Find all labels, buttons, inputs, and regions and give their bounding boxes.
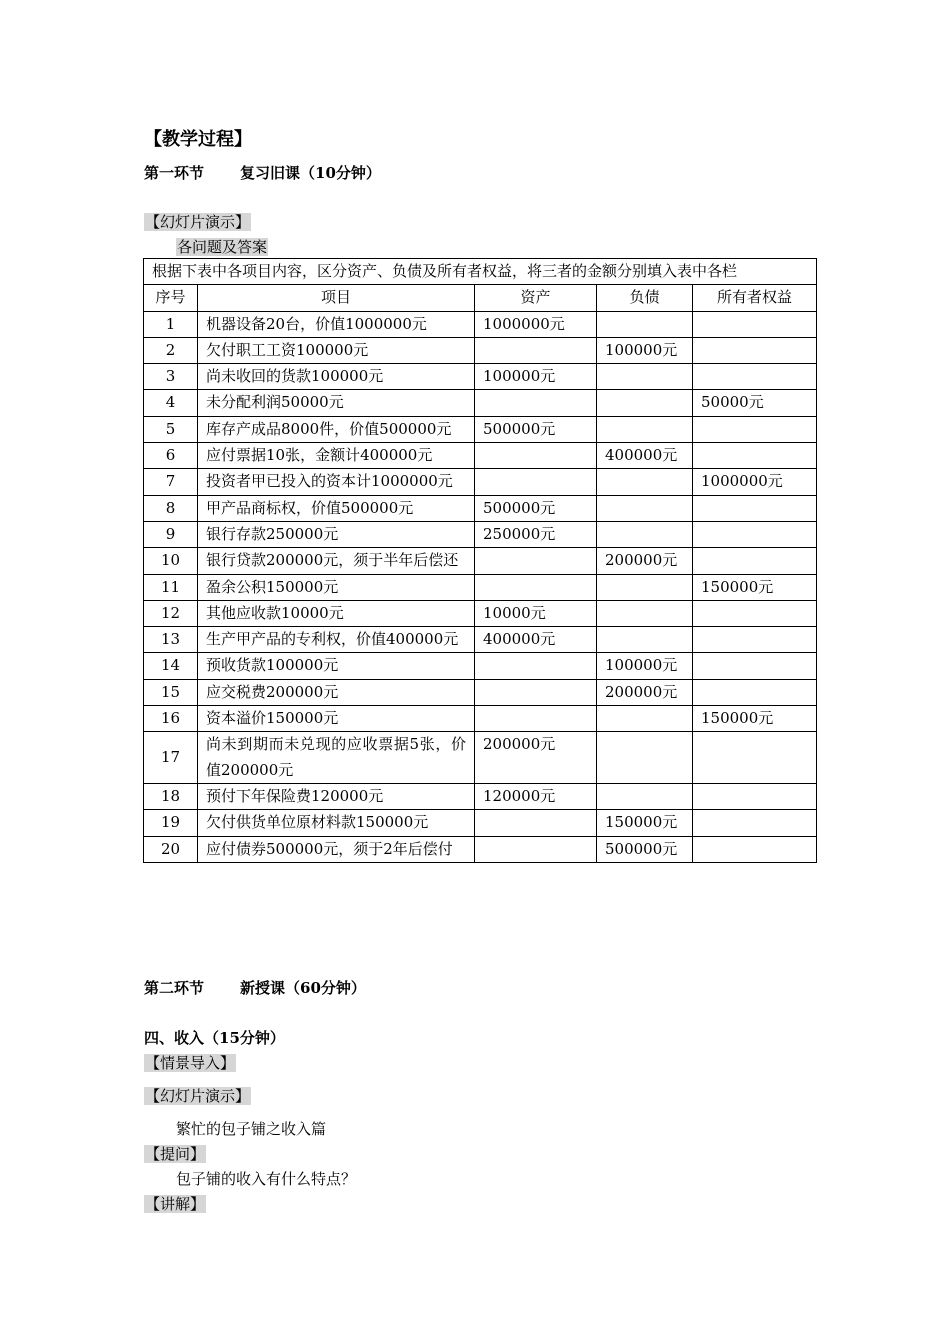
- cell-asset: [475, 548, 597, 574]
- cell-item: 盈余公积150000元: [198, 574, 475, 600]
- cell-no: 9: [144, 521, 198, 547]
- table-header-row: [144, 285, 817, 311]
- section1-title: 复习旧课（10分钟）: [240, 164, 381, 182]
- table-row: [144, 495, 817, 521]
- table-row: [144, 337, 817, 363]
- cell-no: 7: [144, 469, 198, 495]
- section2-heading: [144, 977, 366, 998]
- cell-asset: 1000000元: [475, 311, 597, 337]
- cell-liability: 100000元: [597, 653, 693, 679]
- cell-equity: [693, 443, 817, 469]
- cell-asset: 200000元: [475, 732, 597, 784]
- cell-item: 欠付职工工资100000元: [198, 337, 475, 363]
- cell-liability: [597, 469, 693, 495]
- table-row: [144, 364, 817, 390]
- cell-asset: 500000元: [475, 416, 597, 442]
- cell-item: 预付下年保险费120000元: [198, 783, 475, 809]
- cell-item: 资本溢价150000元: [198, 706, 475, 732]
- cell-liability: 100000元: [597, 337, 693, 363]
- cell-asset: 400000元: [475, 627, 597, 653]
- cell-no: 20: [144, 836, 198, 862]
- table-row: [144, 311, 817, 337]
- explain-tag: 【讲解】: [145, 1195, 206, 1213]
- table-row: [144, 653, 817, 679]
- question-tag: 【提问】: [145, 1145, 206, 1163]
- cell-asset: [475, 390, 597, 416]
- table-row: [144, 679, 817, 705]
- cell-asset: [475, 574, 597, 600]
- table-row: [144, 443, 817, 469]
- cell-liability: [597, 706, 693, 732]
- table-row: [144, 810, 817, 836]
- cell-no: 5: [144, 416, 198, 442]
- cell-item: 应付债券500000元，须于2年后偿付: [198, 836, 475, 862]
- table-row: [144, 521, 817, 547]
- table-row: [144, 706, 817, 732]
- cell-asset: 250000元: [475, 521, 597, 547]
- cell-liability: [597, 783, 693, 809]
- cell-item: 银行贷款200000元，须于半年后偿还: [198, 548, 475, 574]
- section1-label: 第一环节: [144, 164, 205, 182]
- cell-item: 预收货款100000元: [198, 653, 475, 679]
- cell-equity: [693, 653, 817, 679]
- cell-equity: [693, 783, 817, 809]
- cell-equity: [693, 521, 817, 547]
- slide-tag-1: 【幻灯片演示】: [145, 213, 251, 231]
- cell-asset: 10000元: [475, 600, 597, 626]
- cell-liability: 400000元: [597, 443, 693, 469]
- cell-liability: 200000元: [597, 679, 693, 705]
- header-no: 序号: [144, 285, 198, 311]
- cell-asset: [475, 443, 597, 469]
- cell-item: 欠付供货单位原材料款150000元: [198, 810, 475, 836]
- cell-no: 3: [144, 364, 198, 390]
- section2-title: 新授课（60分钟）: [240, 979, 366, 997]
- cell-liability: [597, 732, 693, 784]
- questions-label: 各问题及答案: [177, 238, 268, 256]
- cell-liability: [597, 600, 693, 626]
- cell-liability: [597, 495, 693, 521]
- cell-asset: [475, 337, 597, 363]
- cell-item: 投资者甲已投入的资本计1000000元: [198, 469, 475, 495]
- table-caption-row: [144, 259, 817, 285]
- table-row: [144, 836, 817, 862]
- cell-liability: 500000元: [597, 836, 693, 862]
- cell-item: 尚未到期而未兑现的应收票据5张，价值200000元: [198, 732, 475, 784]
- cell-no: 18: [144, 783, 198, 809]
- cell-no: 6: [144, 443, 198, 469]
- cell-liability: [597, 574, 693, 600]
- cell-equity: 150000元: [693, 706, 817, 732]
- cell-equity: [693, 732, 817, 784]
- cell-equity: [693, 548, 817, 574]
- table-row: [144, 627, 817, 653]
- cell-liability: [597, 416, 693, 442]
- cell-liability: 150000元: [597, 810, 693, 836]
- cell-no: 4: [144, 390, 198, 416]
- cell-no: 13: [144, 627, 198, 653]
- header-item: 项目: [198, 285, 475, 311]
- cell-no: 2: [144, 337, 198, 363]
- cell-equity: [693, 810, 817, 836]
- cell-item: 未分配利润50000元: [198, 390, 475, 416]
- cell-liability: [597, 521, 693, 547]
- cell-equity: [693, 679, 817, 705]
- scene-tag: 【情景导入】: [145, 1054, 236, 1072]
- table-row: [144, 783, 817, 809]
- table-row: [144, 732, 817, 784]
- cell-item: 甲产品商标权，价值500000元: [198, 495, 475, 521]
- classification-table: [143, 258, 817, 863]
- cell-no: 15: [144, 679, 198, 705]
- cell-no: 17: [144, 732, 198, 784]
- cell-asset: [475, 836, 597, 862]
- cell-item: 尚未收回的货款100000元: [198, 364, 475, 390]
- cell-item: 应交税费200000元: [198, 679, 475, 705]
- cell-no: 14: [144, 653, 198, 679]
- cell-item: 其他应收款10000元: [198, 600, 475, 626]
- table-row: [144, 390, 817, 416]
- cell-no: 8: [144, 495, 198, 521]
- table-row: [144, 416, 817, 442]
- cell-no: 16: [144, 706, 198, 732]
- page-heading: 【教学过程】: [144, 129, 252, 150]
- cell-liability: [597, 311, 693, 337]
- cell-asset: [475, 679, 597, 705]
- question-text: 包子铺的收入有什么特点？: [176, 1170, 357, 1188]
- table-row: [144, 600, 817, 626]
- cell-equity: [693, 836, 817, 862]
- cell-equity: [693, 416, 817, 442]
- cell-asset: 120000元: [475, 783, 597, 809]
- cell-no: 19: [144, 810, 198, 836]
- cell-liability: [597, 364, 693, 390]
- cell-no: 12: [144, 600, 198, 626]
- cell-item: 库存产成品8000件，价值500000元: [198, 416, 475, 442]
- cell-equity: [693, 337, 817, 363]
- cell-asset: 500000元: [475, 495, 597, 521]
- section2-label: 第二环节: [144, 979, 205, 997]
- header-equity: 所有者权益: [693, 285, 817, 311]
- cell-equity: 150000元: [693, 574, 817, 600]
- cell-no: 11: [144, 574, 198, 600]
- cell-no: 10: [144, 548, 198, 574]
- cell-asset: [475, 469, 597, 495]
- cell-liability: 200000元: [597, 548, 693, 574]
- cell-equity: [693, 364, 817, 390]
- header-asset: 资产: [475, 285, 597, 311]
- cell-item: 生产甲产品的专利权，价值400000元: [198, 627, 475, 653]
- cell-asset: [475, 653, 597, 679]
- cell-equity: [693, 627, 817, 653]
- cell-item: 应付票据10张，金额计400000元: [198, 443, 475, 469]
- table-row: [144, 574, 817, 600]
- cell-item: 机器设备20台，价值1000000元: [198, 311, 475, 337]
- part4-title: 四、收入（15分钟）: [144, 1029, 285, 1047]
- cell-liability: [597, 390, 693, 416]
- header-liability: 负债: [597, 285, 693, 311]
- cell-equity: [693, 600, 817, 626]
- cell-liability: [597, 627, 693, 653]
- cell-no: 1: [144, 311, 198, 337]
- cell-equity: 50000元: [693, 390, 817, 416]
- cell-asset: [475, 810, 597, 836]
- cell-equity: 1000000元: [693, 469, 817, 495]
- cell-item: 银行存款250000元: [198, 521, 475, 547]
- table-caption: 根据下表中各项目内容，区分资产、负债及所有者权益，将三者的金额分别填入表中各栏: [144, 259, 817, 285]
- table-row: [144, 548, 817, 574]
- section1-heading: [144, 162, 381, 183]
- cell-asset: 100000元: [475, 364, 597, 390]
- slide-text: 繁忙的包子铺之收入篇: [176, 1120, 327, 1138]
- table-row: [144, 469, 817, 495]
- cell-equity: [693, 495, 817, 521]
- cell-asset: [475, 706, 597, 732]
- slide-tag-2: 【幻灯片演示】: [145, 1087, 251, 1105]
- cell-equity: [693, 311, 817, 337]
